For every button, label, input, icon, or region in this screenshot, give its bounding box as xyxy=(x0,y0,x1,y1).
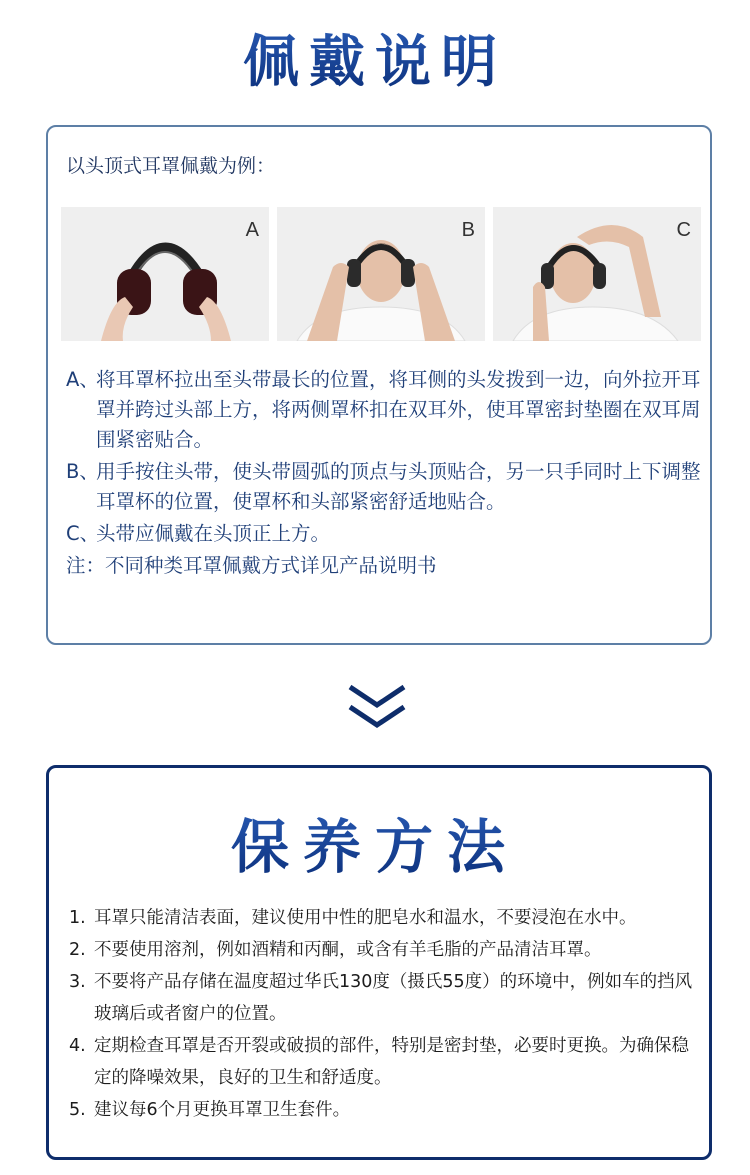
photo-label: A xyxy=(245,219,259,241)
wear-instructions-box xyxy=(46,125,712,645)
care-num: 5. xyxy=(69,1100,86,1120)
care-item xyxy=(69,902,699,934)
care-item xyxy=(69,1094,699,1126)
photo-a xyxy=(61,207,269,341)
step-text: 将耳罩杯拉出至头带最长的位置，将耳侧的头发拨到一边，向外拉开耳罩并跨过头部上方，将两侧罩杯扣在双耳外，使耳罩密封垫圈在双耳周围紧密贴合。 xyxy=(96,368,701,451)
man-wearing-earmuff-illustration xyxy=(277,207,485,341)
double-chevron-down-icon xyxy=(346,683,408,731)
step-key: A、 xyxy=(66,368,99,391)
wear-intro: 以头顶式耳罩佩戴为例： xyxy=(66,155,276,177)
wear-title: 佩戴说明 xyxy=(0,18,750,98)
care-title: 保养方法 xyxy=(0,800,750,884)
care-item xyxy=(69,934,699,966)
step-text: 头带应佩戴在头顶正上方。 xyxy=(96,522,331,545)
care-text: 建议每6个月更换耳罩卫生套件。 xyxy=(94,1100,351,1120)
wear-note: 注：不同种类耳罩佩戴方式详见产品说明书 xyxy=(66,554,437,577)
photo-b xyxy=(277,207,485,341)
wear-steps xyxy=(66,365,706,581)
care-num: 2. xyxy=(69,940,86,960)
step-key: C、 xyxy=(66,522,100,545)
care-instructions-box xyxy=(46,765,712,1160)
care-num: 4. xyxy=(69,1036,86,1056)
photo-c xyxy=(493,207,701,341)
photo-label: C xyxy=(676,219,691,241)
step-key: B、 xyxy=(66,460,99,483)
photo-label: B xyxy=(461,219,475,241)
care-text: 不要使用溶剂，例如酒精和丙酮，或含有羊毛脂的产品清洁耳罩。 xyxy=(94,940,602,960)
care-num: 1. xyxy=(69,908,86,928)
care-num: 3. xyxy=(69,972,86,992)
step-c xyxy=(66,519,706,549)
care-text: 耳罩只能清洁表面，建议使用中性的肥皂水和温水，不要浸泡在水中。 xyxy=(94,908,637,928)
photo-strip xyxy=(61,207,701,341)
care-item xyxy=(69,966,699,1030)
care-text: 不要将产品存储在温度超过华氏130度（摄氏55度）的环境中，例如车的挡风玻璃后或者窗户的位置。 xyxy=(94,972,693,1024)
care-item xyxy=(69,1030,699,1094)
step-b xyxy=(66,457,706,517)
man-adjusting-headband-illustration xyxy=(493,207,701,341)
earmuff-hands-illustration xyxy=(61,207,269,341)
care-text: 定期检查耳罩是否开裂或破损的部件，特别是密封垫，必要时更换。为确保稳定的降噪效果，良好的卫生和舒适度。 xyxy=(94,1036,689,1088)
care-list xyxy=(69,902,699,1126)
step-a xyxy=(66,365,706,455)
step-text: 用手按住头带，使头带圆弧的顶点与头顶贴合，另一只手同时上下调整耳罩杯的位置，使罩杯和头部紧密舒适地贴合。 xyxy=(96,460,701,513)
